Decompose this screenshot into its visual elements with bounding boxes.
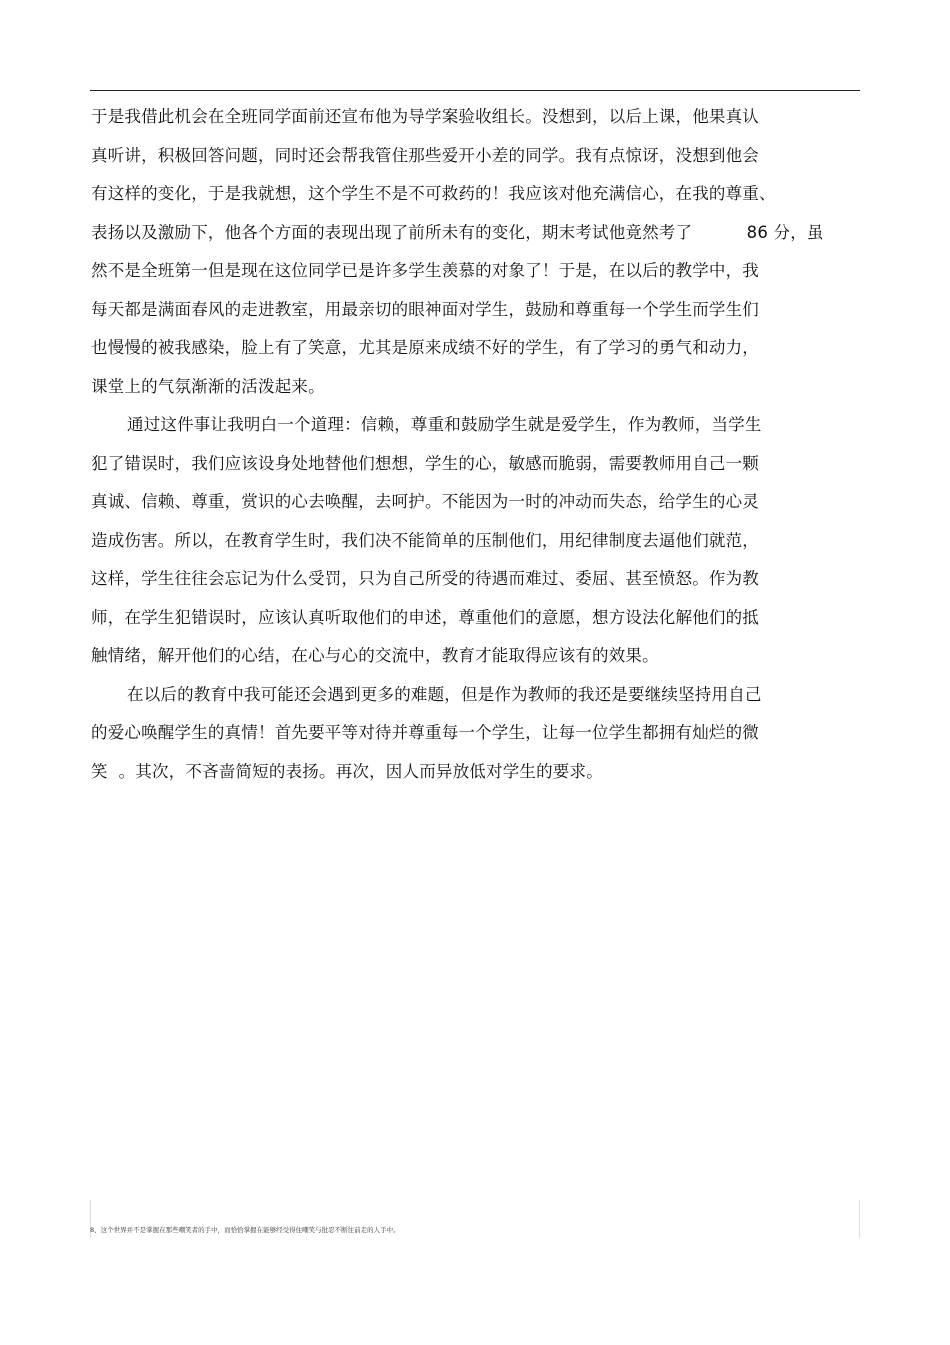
header-divider — [90, 90, 860, 91]
text-line: 课堂上的气氛渐渐的活泼起来。 — [91, 376, 325, 396]
text-line: 每天都是满面春风的走进教室，用最亲切的眼神面对学生，鼓励和尊重每一个学生而学生们 — [91, 299, 759, 319]
text-line: 通过这件事让我明白一个道理：信赖，尊重和鼓励学生就是爱学生，作为教师，当学生 — [127, 415, 762, 434]
text-line: 真诚、信赖、尊重，赏识的心去唤醒，去呵护。不能因为一时的冲动而失态，给学生的心灵 — [91, 492, 759, 511]
text-line: 犯了错误时，我们应该设身处地替他们想想，学生的心，敏感而脆弱，需要教师用自己一颗 — [91, 453, 759, 473]
text-line: 的爱心唤醒学生的真情！首先要平等对待并尊重每一个学生，让每一位学生都拥有灿烂的微 — [91, 723, 759, 742]
text-line: 也慢慢的被我感染，脸上有了笑意，尤其是原来成绩不好的学生，有了学习的勇气和动力， — [91, 338, 759, 357]
page-footer — [90, 1200, 860, 1238]
text-line: 有这样的变化，于是我就想，这个学生不是不可救药的！我应该对他充满信心，在我的尊重、 — [91, 184, 776, 203]
text-line: 笑 。其次，不吝啬简短的表扬。再次，因人而异放低对学生的要求。 — [91, 761, 603, 781]
footer-note: 8、这个世界并不是掌握在那些嘲笑者的手中，而恰恰掌握在能够经受得住嘲笑与批忍不断往前走的人手中。 — [90, 1226, 400, 1234]
text-line: 在以后的教育中我可能还会遇到更多的难题，但是作为教师的我还是要继续坚持用自己 — [127, 684, 762, 704]
text-line: 这样，学生往往会忘记为什么受罚，只为自己所受的待遇而难过、委屈、甚至愤怒。作为教 — [91, 569, 759, 588]
footer-right-border — [859, 1200, 860, 1238]
paragraph-1 — [91, 98, 871, 406]
paragraph-3 — [91, 676, 871, 792]
text-line: 师，在学生犯错误时，应该认真听取他们的申述，尊重他们的意愿，想方设法化解他们的抵 — [91, 607, 759, 627]
text-line: 触情绪，解开他们的心结，在心与心的交流中，教育才能取得应该有的效果。 — [91, 646, 659, 665]
text-line: 表扬以及激励下，他各个方面的表现出现了前所未有的变化，期末考试他竟然考了 86 分，虽 — [91, 222, 824, 242]
document-body — [91, 98, 871, 791]
text-line: 真听讲，积极回答问题，同时还会帮我管住那些爱开小差的同学。我有点惊讶，没想到他会 — [91, 145, 759, 165]
text-line: 造成伤害。所以，在教育学生时，我们决不能简单的压制他们，用纪律制度去逼他们就范， — [91, 530, 759, 550]
paragraph-2 — [91, 406, 871, 676]
text-line: 然不是全班第一但是现在这位同学已是许多学生羡慕的对象了！于是，在以后的教学中，我 — [91, 261, 759, 280]
text-line: 于是我借此机会在全班同学面前还宣布他为导学案验收组长。没想到，以后上课，他果真认 — [91, 107, 759, 126]
